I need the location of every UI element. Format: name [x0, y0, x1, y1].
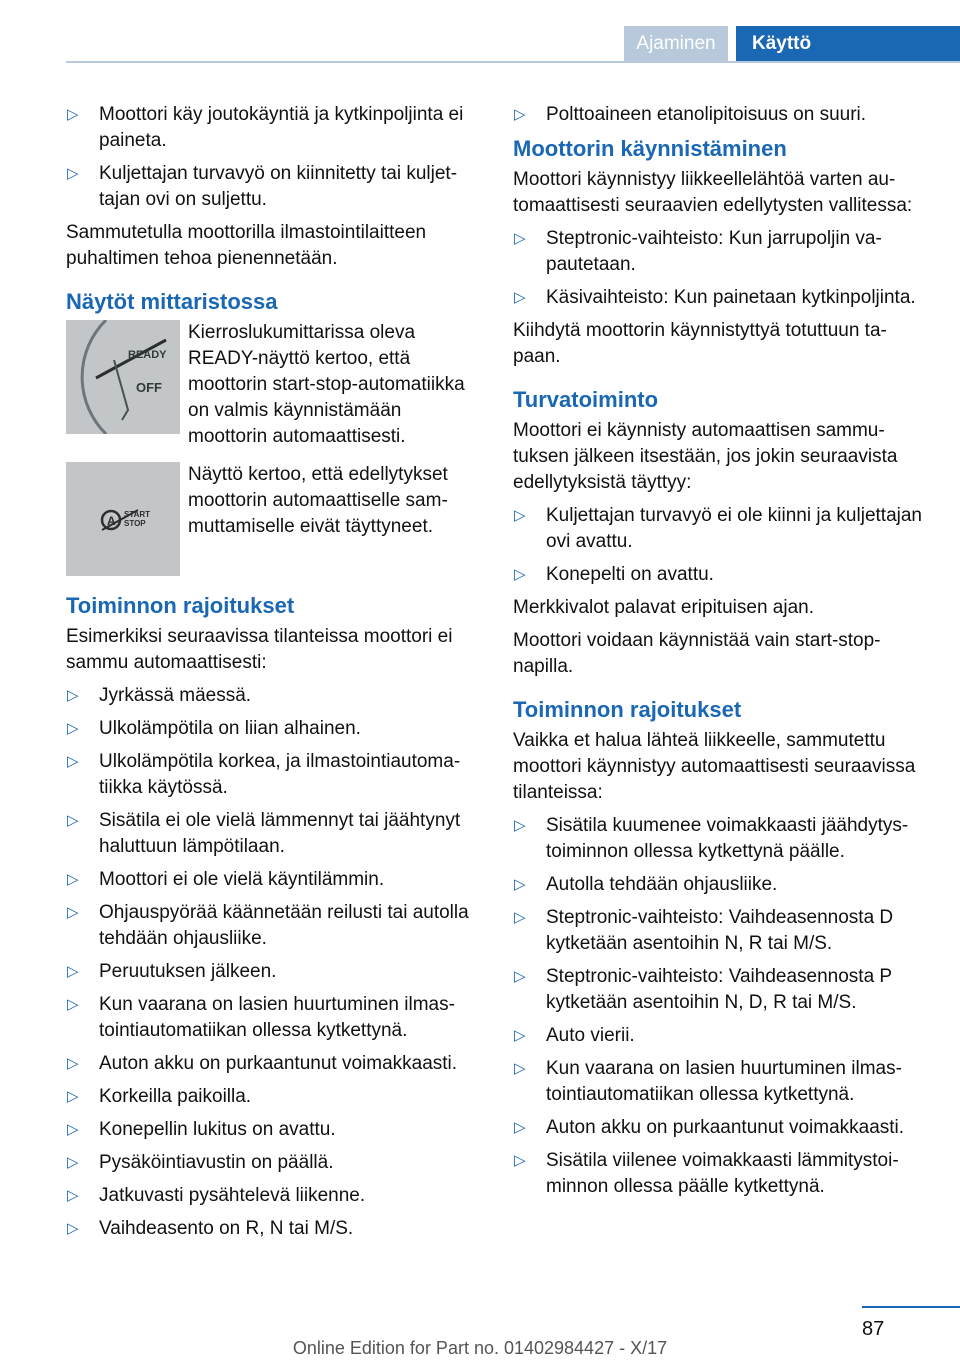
header-tabs — [624, 26, 960, 62]
section-tab[interactable]: Ajaminen — [624, 26, 728, 62]
list-item: ▷ Auton akku on purkaantunut voimakkaasti. — [67, 1053, 458, 1074]
figure-startstop-text: Näyttö kertoo, että edellytykset moottorin automaattiselle sammuttamiselle eivät täyttyneet. — [188, 464, 448, 537]
figure-ready-text: Kierroslukumittarissa oleva READY-näyttö kertoo, että moottorin start-stop-automatiikka on valmis käynnistämään moottorin automaattisesti. — [188, 322, 465, 447]
heading-start: Moottorin käynnistäminen — [513, 136, 787, 161]
header-rule — [66, 61, 960, 63]
figure-ready — [66, 320, 478, 450]
left-column — [66, 102, 478, 1249]
page-number-rule — [862, 1306, 960, 1308]
triangle-bullet-icon: ▷ — [67, 996, 79, 1013]
list-item: ▷ Jatkuvasti pysähtelevä liikenne. — [67, 1185, 366, 1206]
list-item: ▷ Sisätila kuumenee voimakkaasti jäähdytystoiminnon ollessa kytkettynä päälle. — [514, 815, 909, 862]
triangle-bullet-icon: ▷ — [67, 963, 79, 980]
list-item: ▷ Käsivaihteisto: Kun painetaan kytkinpoljinta. — [514, 287, 916, 308]
list-item: ▷ Konepelti on avattu. — [514, 564, 714, 585]
list-item: ▷ Kuljettajan turvavyö ei ole kiinni ja kuljettajan ovi avattu. — [514, 505, 922, 552]
limits2-list — [513, 813, 925, 1200]
list-item: ▷ Peruutuksen jälkeen. — [67, 961, 277, 982]
list-item: ▷ Kuljettajan turvavyö on kiinnitetty tai kuljettajan ovi on suljettu. — [67, 163, 458, 210]
triangle-bullet-icon: ▷ — [514, 876, 526, 893]
triangle-bullet-icon: ▷ — [67, 1121, 79, 1138]
list-item: ▷ Steptronic-vaihteisto: Vaihdeasennosta P kytketään asentoihin N, D, R tai M/S. — [514, 966, 892, 1013]
list-item: ▷ Ulkolämpötila on liian alhainen. — [67, 718, 361, 739]
list-item: ▷ Auton akku on purkaantunut voimakkaasti. — [514, 1117, 905, 1138]
list-item: ▷ Moottori käy joutokäyntiä ja kytkinpoljinta ei paineta. — [67, 104, 464, 151]
list-item: ▷ Vaihdeasento on R, N tai M/S. — [67, 1218, 354, 1239]
triangle-bullet-icon: ▷ — [67, 106, 79, 123]
triangle-bullet-icon: ▷ — [514, 1060, 526, 1077]
startstop-line2: STOP — [124, 519, 146, 528]
triangle-bullet-icon: ▷ — [67, 720, 79, 737]
startstop-indicator-graphic — [66, 462, 180, 576]
list-item: ▷ Polttoaineen etanolipitoisuus on suuri. — [514, 104, 867, 125]
chapter-tab[interactable]: Käyttö — [736, 26, 960, 62]
tachometer-ready-image — [66, 320, 180, 434]
gauge-ready-graphic — [66, 320, 180, 434]
triangle-bullet-icon: ▷ — [514, 230, 526, 247]
triangle-bullet-icon: ▷ — [514, 507, 526, 524]
triangle-bullet-icon: ▷ — [67, 1088, 79, 1105]
svg-text:A: A — [107, 514, 116, 528]
list-item: ▷ Kun vaarana on lasien huurtuminen ilmastointiautomatiikan ollessa kytkettynä. — [514, 1058, 902, 1105]
startstop-line1: START — [124, 510, 151, 519]
list-item: ▷ Autolla tehdään ohjausliike. — [514, 874, 778, 895]
list-item: ▷ Korkeilla paikoilla. — [67, 1086, 252, 1107]
heading-limits: Toiminnon rajoitukset — [66, 593, 295, 618]
heading-limits-2: Toiminnon rajoitukset — [513, 697, 742, 722]
list-item: ▷ Pysäköintiavustin on päällä. — [67, 1152, 334, 1173]
triangle-bullet-icon: ▷ — [67, 1154, 79, 1171]
safety-paragraph-2: Moottori voidaan käynnistää vain start-stop-napilla. — [513, 630, 881, 677]
triangle-bullet-icon: ▷ — [67, 1220, 79, 1237]
startstop-indicator-image — [66, 462, 180, 576]
list-item: ▷ Steptronic-vaihteisto: Kun jarrupoljin vapautetaan. — [514, 228, 882, 275]
gauge-off-label: OFF — [136, 380, 162, 395]
list-item: ▷ Auto vierii. — [514, 1025, 635, 1046]
triangle-bullet-icon: ▷ — [514, 1027, 526, 1044]
limits2-intro: Vaikka et halua lähteä liikkeelle, sammutettu moottori käynnistyy automaattisesti seuraavissa tilanteissa: — [513, 730, 916, 803]
heading-displays: Näytöt mittaristossa — [66, 289, 278, 314]
list-item: ▷ Sisätila ei ole vielä lämmennyt tai jäähtynyt haluttuun lämpötilaan. — [67, 810, 461, 857]
triangle-bullet-icon: ▷ — [514, 566, 526, 583]
list-item: ▷ Konepellin lukitus on avattu. — [67, 1119, 336, 1140]
triangle-bullet-icon: ▷ — [514, 1119, 526, 1136]
start-after: Kiihdytä moottorin käynnistyttyä totuttuun tapaan. — [513, 320, 887, 367]
list-item: ▷ Ohjauspyörää käännetään reilusti tai autolla tehdään ohjausliike. — [67, 902, 469, 949]
triangle-bullet-icon: ▷ — [67, 1187, 79, 1204]
list-item: ▷ Jyrkässä mäessä. — [67, 685, 252, 706]
start-intro: Moottori käynnistyy liikkeellelähtöä varten automaattisesti seuraavien edellytysten vallitessa: — [513, 169, 913, 216]
right-column — [513, 102, 925, 1207]
triangle-bullet-icon: ▷ — [67, 753, 79, 770]
list-item: ▷ Kun vaarana on lasien huurtuminen ilmastointiautomatiikan ollessa kytkettynä. — [67, 994, 455, 1041]
figure-startstop — [66, 462, 478, 576]
triangle-bullet-icon: ▷ — [514, 968, 526, 985]
safety-intro: Moottori ei käynnisty automaattisen sammutuksen jälkeen itsestään, jos jokin seuraavista edellytyksistä täyttyy: — [513, 420, 898, 493]
triangle-bullet-icon: ▷ — [514, 1152, 526, 1169]
triangle-bullet-icon: ▷ — [67, 871, 79, 888]
triangle-bullet-icon: ▷ — [67, 687, 79, 704]
triangle-bullet-icon: ▷ — [67, 1055, 79, 1072]
triangle-bullet-icon: ▷ — [67, 165, 79, 182]
triangle-bullet-icon: ▷ — [514, 289, 526, 306]
list-item: ▷ Sisätila viilenee voimakkaasti lämmitystoiminnon ollessa päälle kytkettynä. — [514, 1150, 899, 1197]
gauge-ready-label: READY — [128, 349, 167, 361]
triangle-bullet-icon: ▷ — [514, 106, 526, 123]
page-number: 87 — [862, 1318, 885, 1340]
list-item: ▷ Ulkolämpötila korkea, ja ilmastointiautomatiikka käytössä. — [67, 751, 461, 798]
list-item: ▷ Moottori ei ole vielä käyntilämmin. — [67, 869, 385, 890]
triangle-bullet-icon: ▷ — [67, 904, 79, 921]
safety-paragraph-1: Merkkivalot palavat eripituisen ajan. — [513, 597, 814, 618]
list-item: ▷ Steptronic-vaihteisto: Vaihdeasennosta D kytketään asentoihin N, R tai M/S. — [514, 907, 894, 954]
limits-list — [66, 683, 478, 1242]
heading-safety: Turvatoiminto — [513, 387, 659, 412]
triangle-bullet-icon: ▷ — [67, 812, 79, 829]
edition-footer: Online Edition for Part no. 01402984427 - X/17 — [292, 1338, 668, 1358]
triangle-bullet-icon: ▷ — [514, 817, 526, 834]
triangle-bullet-icon: ▷ — [514, 909, 526, 926]
paragraph-fan: Sammutetulla moottorilla ilmastointilaitteen puhaltimen tehoa pienennetään. — [66, 222, 427, 269]
limits-intro: Esimerkiksi seuraavissa tilanteissa moottori ei sammu automaattisesti: — [66, 626, 453, 673]
